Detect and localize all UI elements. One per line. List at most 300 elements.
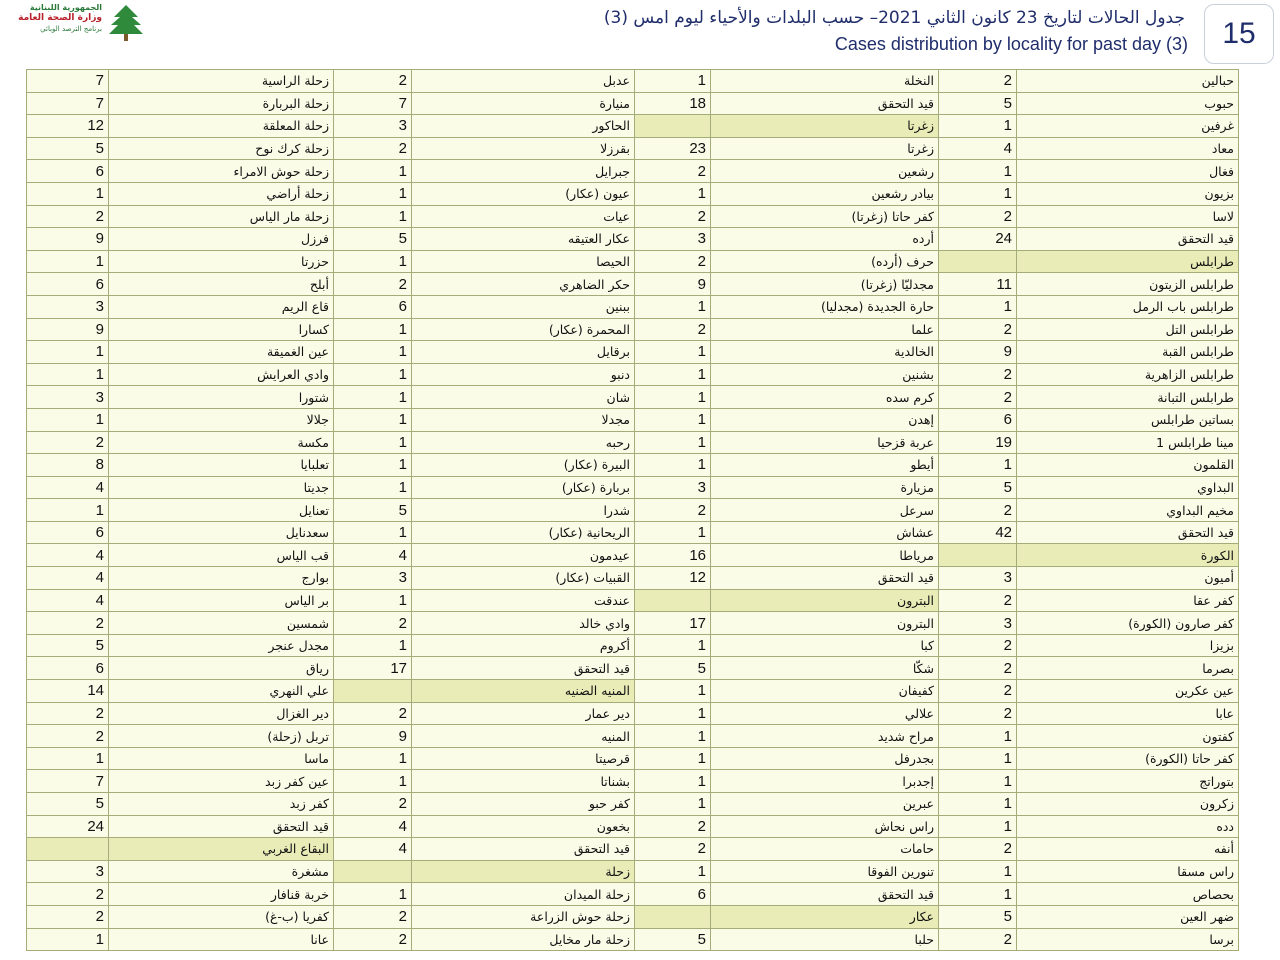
case-count-cell: 1 — [635, 770, 711, 793]
table-row — [27, 499, 1239, 522]
locality-cell: حزرتا — [109, 250, 334, 273]
locality-cell: دير الغزال — [109, 702, 334, 725]
table-row — [27, 747, 1239, 770]
locality-cell: غرفين — [1017, 115, 1239, 138]
locality-cell: قاع الريم — [109, 295, 334, 318]
case-count-cell: 12 — [27, 115, 109, 138]
locality-cell: مشغرة — [109, 860, 334, 883]
locality-cell: زحلة حوش الزراعة — [412, 905, 635, 928]
locality-cell: عين الغميقة — [109, 341, 334, 364]
locality-cell: لاسا — [1017, 205, 1239, 228]
case-count-cell: 17 — [635, 612, 711, 635]
locality-cell: طرابلس التبانة — [1017, 386, 1239, 409]
case-count-cell: 12 — [635, 567, 711, 590]
locality-cell: عين كفر زبد — [109, 770, 334, 793]
case-count-cell: 2 — [27, 205, 109, 228]
table-row — [27, 205, 1239, 228]
locality-cell: زحلة الميدان — [412, 883, 635, 906]
locality-cell: مجدلا — [412, 408, 635, 431]
locality-cell: برقايل — [412, 341, 635, 364]
locality-cell: البيرة (عكار) — [412, 454, 635, 477]
locality-cell: المحمرة (عكار) — [412, 318, 635, 341]
locality-cell: عبرين — [711, 793, 939, 816]
case-count-cell: 1 — [939, 770, 1017, 793]
case-count-cell: 1 — [939, 747, 1017, 770]
case-count-cell: 2 — [939, 680, 1017, 703]
locality-cell: حامات — [711, 838, 939, 861]
case-count-cell: 3 — [939, 567, 1017, 590]
case-count-cell: 1 — [635, 386, 711, 409]
table-row — [27, 634, 1239, 657]
case-count-cell: 1 — [334, 386, 412, 409]
locality-cell: أبلح — [109, 273, 334, 296]
case-count-cell: 2 — [939, 363, 1017, 386]
table-row — [27, 521, 1239, 544]
locality-cell: مخيم البداوي — [1017, 499, 1239, 522]
case-count-cell: 5 — [635, 928, 711, 951]
locality-cell: حبالين — [1017, 70, 1239, 93]
table-row — [27, 295, 1239, 318]
locality-cell: قيد التحقق — [412, 657, 635, 680]
case-count-cell: 1 — [939, 883, 1017, 906]
locality-cell: طرابلس باب الرمل — [1017, 295, 1239, 318]
locality-cell: تعلبايا — [109, 454, 334, 477]
locality-cell: زحلة كرك نوح — [109, 137, 334, 160]
locality-cell: تعنايل — [109, 499, 334, 522]
case-count-cell: 2 — [635, 815, 711, 838]
table-row — [27, 725, 1239, 748]
case-count-cell: 1 — [939, 725, 1017, 748]
locality-cell: عندقت — [412, 589, 635, 612]
case-count-cell: 6 — [27, 273, 109, 296]
case-count-cell: 16 — [635, 544, 711, 567]
case-count-cell: 2 — [27, 883, 109, 906]
locality-cell: بوارج — [109, 567, 334, 590]
table-row — [27, 182, 1239, 205]
case-count-cell: 1 — [27, 341, 109, 364]
locality-cell: مراح شديد — [711, 725, 939, 748]
locality-cell: زحلة أراضي — [109, 182, 334, 205]
case-count-cell — [635, 115, 711, 138]
case-count-cell: 1 — [635, 860, 711, 883]
case-count-cell: 1 — [635, 363, 711, 386]
locality-cell: دير عمار — [412, 702, 635, 725]
case-count-cell: 7 — [27, 70, 109, 93]
locality-cell: المنيه — [412, 725, 635, 748]
case-count-cell: 5 — [27, 793, 109, 816]
locality-cell: قب الياس — [109, 544, 334, 567]
locality-cell: بزيون — [1017, 182, 1239, 205]
case-count-cell: 2 — [635, 318, 711, 341]
locality-cell: طرابلس الزيتون — [1017, 273, 1239, 296]
case-count-cell: 1 — [635, 634, 711, 657]
case-count-cell: 9 — [334, 725, 412, 748]
case-count-cell: 1 — [635, 341, 711, 364]
case-count-cell: 2 — [334, 612, 412, 635]
case-count-cell: 1 — [939, 182, 1017, 205]
case-count-cell: 2 — [635, 205, 711, 228]
locality-cell: كفر صارون (الكورة) — [1017, 612, 1239, 635]
case-count-cell: 7 — [334, 92, 412, 115]
case-count-cell: 24 — [939, 228, 1017, 251]
case-count-cell: 1 — [334, 182, 412, 205]
locality-cell: عكار — [711, 905, 939, 928]
case-count-cell: 5 — [939, 92, 1017, 115]
locality-cell: خربة قنافار — [109, 883, 334, 906]
locality-cell: الريحانية (عكار) — [412, 521, 635, 544]
locality-cell: أميون — [1017, 567, 1239, 590]
case-count-cell: 5 — [334, 499, 412, 522]
table-row — [27, 544, 1239, 567]
table-row — [27, 657, 1239, 680]
locality-cell: راس مسقا — [1017, 860, 1239, 883]
case-count-cell: 2 — [27, 905, 109, 928]
locality-cell: بشنين — [711, 363, 939, 386]
locality-cell: رشعين — [711, 160, 939, 183]
locality-cell: حكر الضاهري — [412, 273, 635, 296]
case-count-cell: 3 — [27, 295, 109, 318]
locality-cell: شان — [412, 386, 635, 409]
locality-cell: الحاكور — [412, 115, 635, 138]
locality-cell: الحيصا — [412, 250, 635, 273]
case-count-cell: 1 — [635, 680, 711, 703]
case-count-cell: 1 — [334, 770, 412, 793]
locality-cell: ببنين — [412, 295, 635, 318]
case-count-cell: 1 — [939, 793, 1017, 816]
case-count-cell — [635, 905, 711, 928]
table-row — [27, 928, 1239, 951]
locality-cell: مجدليّا (زغرتا) — [711, 273, 939, 296]
locality-cell: شكّا — [711, 657, 939, 680]
locality-cell: فرزل — [109, 228, 334, 251]
cases-table — [26, 69, 1239, 951]
locality-cell: كفر عقا — [1017, 589, 1239, 612]
locality-cell: بزيزا — [1017, 634, 1239, 657]
locality-cell: زحلة الراسية — [109, 70, 334, 93]
case-count-cell: 2 — [334, 793, 412, 816]
locality-cell: سعدنايل — [109, 521, 334, 544]
table-row — [27, 115, 1239, 138]
locality-cell: البترون — [711, 589, 939, 612]
page-number-badge — [1204, 4, 1274, 64]
locality-cell: المنيه الضنيه — [412, 680, 635, 703]
locality-cell: أنفه — [1017, 838, 1239, 861]
locality-cell: كفيفان — [711, 680, 939, 703]
locality-cell: زحلة — [412, 860, 635, 883]
case-count-cell: 1 — [334, 747, 412, 770]
case-count-cell: 9 — [635, 273, 711, 296]
table-row — [27, 363, 1239, 386]
case-count-cell: 6 — [939, 408, 1017, 431]
locality-cell: إجدبرا — [711, 770, 939, 793]
locality-cell: زحلة البربارة — [109, 92, 334, 115]
case-count-cell: 1 — [939, 295, 1017, 318]
locality-cell: علما — [711, 318, 939, 341]
table-row — [27, 567, 1239, 590]
locality-cell: عابا — [1017, 702, 1239, 725]
table-row — [27, 228, 1239, 251]
case-count-cell — [334, 860, 412, 883]
case-count-cell: 1 — [334, 634, 412, 657]
locality-cell: بخعون — [412, 815, 635, 838]
locality-cell: علي النهري — [109, 680, 334, 703]
locality-cell: أكروم — [412, 634, 635, 657]
table-row — [27, 476, 1239, 499]
locality-cell: مجدل عنجر — [109, 634, 334, 657]
case-count-cell: 4 — [334, 544, 412, 567]
case-count-cell: 1 — [635, 454, 711, 477]
table-row — [27, 612, 1239, 635]
table-row — [27, 341, 1239, 364]
case-count-cell: 2 — [939, 318, 1017, 341]
case-count-cell: 4 — [334, 838, 412, 861]
table-row — [27, 70, 1239, 93]
case-count-cell: 1 — [334, 160, 412, 183]
table-row — [27, 793, 1239, 816]
case-count-cell: 2 — [635, 250, 711, 273]
locality-cell: الخالدية — [711, 341, 939, 364]
locality-cell: البداوي — [1017, 476, 1239, 499]
locality-cell: أيطو — [711, 454, 939, 477]
locality-cell: عيون (عكار) — [412, 182, 635, 205]
case-count-cell: 5 — [939, 905, 1017, 928]
locality-cell: معاد — [1017, 137, 1239, 160]
locality-cell: قيد التحقق — [711, 92, 939, 115]
case-count-cell: 3 — [939, 612, 1017, 635]
table-row — [27, 905, 1239, 928]
case-count-cell: 4 — [27, 544, 109, 567]
locality-cell: قيد التحقق — [109, 815, 334, 838]
case-count-cell: 2 — [939, 634, 1017, 657]
table-row — [27, 589, 1239, 612]
case-count-cell: 1 — [635, 295, 711, 318]
case-count-cell: 7 — [27, 770, 109, 793]
locality-cell: مزيارة — [711, 476, 939, 499]
case-count-cell: 6 — [27, 160, 109, 183]
table-row — [27, 92, 1239, 115]
case-count-cell: 2 — [635, 160, 711, 183]
locality-cell: القلمون — [1017, 454, 1239, 477]
locality-cell: زحلة مار الياس — [109, 205, 334, 228]
case-count-cell: 1 — [635, 521, 711, 544]
case-count-cell: 1 — [334, 521, 412, 544]
case-count-cell: 3 — [635, 476, 711, 499]
case-count-cell: 1 — [334, 408, 412, 431]
case-count-cell: 2 — [939, 386, 1017, 409]
locality-cell: شمسين — [109, 612, 334, 635]
locality-cell: وادي العرايش — [109, 363, 334, 386]
locality-cell: أرده — [711, 228, 939, 251]
locality-cell: طرابلس — [1017, 250, 1239, 273]
case-count-cell: 2 — [334, 928, 412, 951]
case-count-cell: 4 — [27, 589, 109, 612]
case-count-cell: 2 — [939, 928, 1017, 951]
locality-cell: رحبه — [412, 431, 635, 454]
locality-cell: عشاش — [711, 521, 939, 544]
locality-cell: البترون — [711, 612, 939, 635]
case-count-cell: 11 — [939, 273, 1017, 296]
locality-cell: قرصيتا — [412, 747, 635, 770]
locality-cell: ماسا — [109, 747, 334, 770]
case-count-cell: 6 — [27, 521, 109, 544]
case-count-cell: 4 — [939, 137, 1017, 160]
case-count-cell: 2 — [27, 702, 109, 725]
case-count-cell: 1 — [334, 205, 412, 228]
table-body — [27, 70, 1239, 951]
case-count-cell — [27, 838, 109, 861]
logo-line-program: برنامج الترصد الوبائي — [40, 25, 102, 33]
case-count-cell — [939, 544, 1017, 567]
locality-cell: زحلة مار مخايل — [412, 928, 635, 951]
locality-cell: جبرايل — [412, 160, 635, 183]
case-count-cell: 1 — [635, 747, 711, 770]
case-count-cell — [334, 680, 412, 703]
locality-cell: حبوب — [1017, 92, 1239, 115]
table-row — [27, 454, 1239, 477]
table-row — [27, 137, 1239, 160]
case-count-cell: 19 — [939, 431, 1017, 454]
locality-cell: كفريا (ب-غ) — [109, 905, 334, 928]
table-row — [27, 702, 1239, 725]
case-count-cell: 1 — [635, 70, 711, 93]
case-count-cell: 1 — [334, 363, 412, 386]
locality-cell: البقاع الغربي — [109, 838, 334, 861]
locality-cell: عدبل — [412, 70, 635, 93]
locality-cell: شتورا — [109, 386, 334, 409]
case-count-cell: 1 — [334, 883, 412, 906]
case-count-cell: 2 — [939, 499, 1017, 522]
locality-cell: عيدمون — [412, 544, 635, 567]
case-count-cell: 2 — [939, 702, 1017, 725]
case-count-cell: 1 — [27, 408, 109, 431]
case-count-cell: 2 — [939, 838, 1017, 861]
case-count-cell: 1 — [334, 589, 412, 612]
case-count-cell: 1 — [635, 725, 711, 748]
case-count-cell: 14 — [27, 680, 109, 703]
logo-line-ministry: وزارة الصحة العامة — [18, 13, 102, 23]
locality-cell: بحصاص — [1017, 883, 1239, 906]
locality-cell: مينا طرابلس 1 — [1017, 431, 1239, 454]
locality-cell: دده — [1017, 815, 1239, 838]
locality-cell: القبيات (عكار) — [412, 567, 635, 590]
case-count-cell: 1 — [27, 928, 109, 951]
locality-cell: عكار العتيقه — [412, 228, 635, 251]
locality-cell: الكورة — [1017, 544, 1239, 567]
locality-cell: زغرتا — [711, 115, 939, 138]
locality-cell: عانا — [109, 928, 334, 951]
locality-cell: كرم سده — [711, 386, 939, 409]
case-count-cell: 6 — [635, 883, 711, 906]
case-count-cell: 1 — [27, 250, 109, 273]
locality-cell: بربارة (عكار) — [412, 476, 635, 499]
locality-cell: كبا — [711, 634, 939, 657]
case-count-cell: 1 — [334, 431, 412, 454]
case-count-cell: 18 — [635, 92, 711, 115]
case-count-cell: 1 — [334, 454, 412, 477]
case-count-cell: 4 — [27, 476, 109, 499]
case-count-cell: 1 — [939, 115, 1017, 138]
case-count-cell: 5 — [635, 657, 711, 680]
case-count-cell: 2 — [334, 273, 412, 296]
table-row — [27, 770, 1239, 793]
case-count-cell: 1 — [334, 341, 412, 364]
case-count-cell: 6 — [334, 295, 412, 318]
locality-cell: رياق — [109, 657, 334, 680]
table-row — [27, 273, 1239, 296]
locality-cell: بر الياس — [109, 589, 334, 612]
locality-cell: فغال — [1017, 160, 1239, 183]
locality-cell: برسا — [1017, 928, 1239, 951]
locality-cell: مكسة — [109, 431, 334, 454]
locality-cell: بتوراتج — [1017, 770, 1239, 793]
locality-cell: سرعل — [711, 499, 939, 522]
locality-cell: عيات — [412, 205, 635, 228]
case-count-cell: 4 — [334, 815, 412, 838]
locality-cell: طرابلس القبة — [1017, 341, 1239, 364]
case-count-cell: 42 — [939, 521, 1017, 544]
table-row — [27, 883, 1239, 906]
ministry-logo — [8, 3, 143, 43]
locality-cell: كفتون — [1017, 725, 1239, 748]
locality-cell: شدرا — [412, 499, 635, 522]
case-count-cell: 2 — [939, 657, 1017, 680]
table-row — [27, 815, 1239, 838]
locality-cell: تنورين الفوقا — [711, 860, 939, 883]
locality-cell: علالي — [711, 702, 939, 725]
case-count-cell: 1 — [27, 499, 109, 522]
table-row — [27, 860, 1239, 883]
case-count-cell: 2 — [635, 499, 711, 522]
case-count-cell: 8 — [27, 454, 109, 477]
locality-cell: ضهر العين — [1017, 905, 1239, 928]
locality-cell: بصرما — [1017, 657, 1239, 680]
case-count-cell: 1 — [635, 702, 711, 725]
locality-cell: تربل (زحلة) — [109, 725, 334, 748]
table-row — [27, 838, 1239, 861]
case-count-cell: 1 — [939, 860, 1017, 883]
case-count-cell: 1 — [334, 250, 412, 273]
case-count-cell: 3 — [27, 386, 109, 409]
case-count-cell: 3 — [635, 228, 711, 251]
locality-cell: قيد التحقق — [412, 838, 635, 861]
case-count-cell: 9 — [27, 318, 109, 341]
table-row — [27, 250, 1239, 273]
locality-cell: إهدن — [711, 408, 939, 431]
case-count-cell: 1 — [939, 160, 1017, 183]
locality-cell: زحلة حوش الامراء — [109, 160, 334, 183]
locality-cell: بيادر رشعين — [711, 182, 939, 205]
locality-cell: حارة الجديدة (مجدليا) — [711, 295, 939, 318]
locality-cell: زحلة المعلقة — [109, 115, 334, 138]
case-count-cell: 3 — [334, 567, 412, 590]
locality-cell: النخلة — [711, 70, 939, 93]
locality-cell: عين عكرين — [1017, 680, 1239, 703]
case-count-cell: 2 — [334, 70, 412, 93]
table-row — [27, 386, 1239, 409]
ministry-name — [10, 3, 102, 34]
locality-cell: كسارا — [109, 318, 334, 341]
cedar-icon — [106, 3, 146, 43]
case-count-cell: 2 — [635, 838, 711, 861]
locality-cell: طرابلس الزاهرية — [1017, 363, 1239, 386]
locality-cell: قيد التحقق — [1017, 228, 1239, 251]
case-count-cell: 1 — [635, 182, 711, 205]
locality-cell: كفر زبد — [109, 793, 334, 816]
table-row — [27, 431, 1239, 454]
case-count-cell: 1 — [635, 793, 711, 816]
case-count-cell: 3 — [27, 860, 109, 883]
title-english: Cases distribution by locality for past day (3) — [834, 34, 1188, 54]
